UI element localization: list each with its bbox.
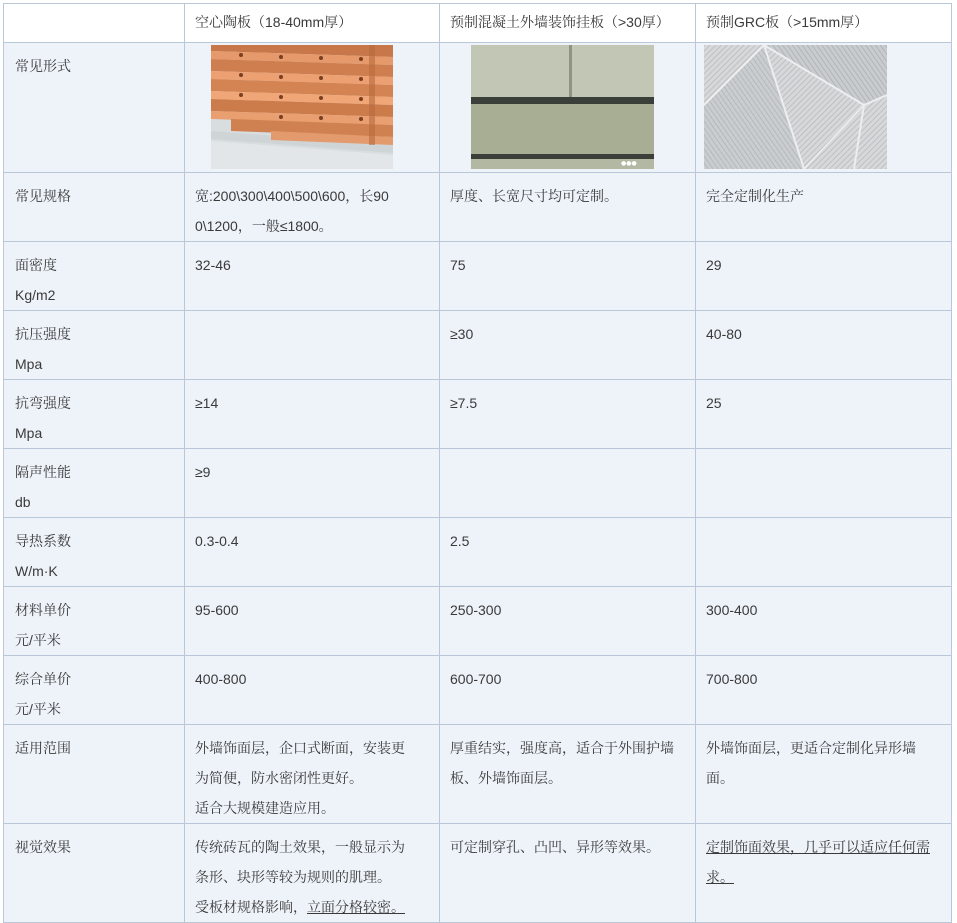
- comparison-table: [3, 3, 952, 923]
- row-label: 综合单价 元/平米: [4, 656, 185, 725]
- row-sound-insulation: [4, 449, 952, 518]
- grc-panel-photo: [704, 45, 887, 169]
- row-material-price: [4, 587, 952, 656]
- table-cell: 2.5: [440, 518, 696, 587]
- image-cell: [696, 43, 952, 173]
- row-label: 面密度 Kg/m2: [4, 242, 185, 311]
- table-cell: 25: [696, 380, 952, 449]
- header-row: [4, 4, 952, 43]
- table-cell: ≥14: [185, 380, 440, 449]
- table-cell: 完全定制化生产: [696, 173, 952, 242]
- row-label: 视觉效果: [4, 824, 185, 923]
- svg-text:●●●: ●●●: [621, 160, 637, 167]
- table-cell: [696, 518, 952, 587]
- row-application-scope: [4, 725, 952, 824]
- table-cell: 32-46: [185, 242, 440, 311]
- table-cell: ≥7.5: [440, 380, 696, 449]
- table-cell: 600-700: [440, 656, 696, 725]
- row-label: 抗压强度 Mpa: [4, 311, 185, 380]
- table-cell: ≥30: [440, 311, 696, 380]
- table-cell: 40-80: [696, 311, 952, 380]
- header-precast-concrete: 预制混凝土外墙装饰挂板（>30厚）: [440, 4, 696, 43]
- row-label: 常见规格: [4, 173, 185, 242]
- table-cell: 宽:200\300\400\500\600，长90 0\1200，一般≤1800。: [185, 173, 440, 242]
- row-label: 导热系数 W/m·K: [4, 518, 185, 587]
- table-cell: 95-600: [185, 587, 440, 656]
- table-cell: 外墙饰面层，企口式断面，安装更 为简便，防水密闭性更好。 适合大规模建造应用。: [185, 725, 440, 824]
- header-corner: [4, 4, 185, 43]
- row-label: 抗弯强度 Mpa: [4, 380, 185, 449]
- row-areal-density: [4, 242, 952, 311]
- table-cell: 定制饰面效果，几乎可以适应任何需 求。: [696, 824, 952, 923]
- header-hollow-terracotta: 空心陶板（18-40mm厚）: [185, 4, 440, 43]
- table-cell: 0.3-0.4: [185, 518, 440, 587]
- table-cell: 250-300: [440, 587, 696, 656]
- table-cell: 厚度、长宽尺寸均可定制。: [440, 173, 696, 242]
- table-cell: 700-800: [696, 656, 952, 725]
- row-common-form: [4, 43, 952, 173]
- header-precast-grc: 预制GRC板（>15mm厚）: [696, 4, 952, 43]
- table-cell: [696, 449, 952, 518]
- row-thermal-conductivity: [4, 518, 952, 587]
- row-total-price: [4, 656, 952, 725]
- table-cell: 300-400: [696, 587, 952, 656]
- table-cell: 外墙饰面层，更适合定制化异形墙 面。: [696, 725, 952, 824]
- table-cell: 可定制穿孔、凸凹、异形等效果。: [440, 824, 696, 923]
- table-cell: [185, 311, 440, 380]
- table-cell: 厚重结实，强度高，适合于外围护墙 板、外墙饰面层。: [440, 725, 696, 824]
- row-label: 隔声性能 db: [4, 449, 185, 518]
- table-cell: 75: [440, 242, 696, 311]
- table-cell: [440, 449, 696, 518]
- image-cell: [440, 43, 696, 173]
- table-cell: 400-800: [185, 656, 440, 725]
- concrete-panel-photo: [471, 45, 654, 169]
- row-label: 适用范围: [4, 725, 185, 824]
- row-compressive-strength: [4, 311, 952, 380]
- table-cell: 传统砖瓦的陶土效果，一般显示为 条形、块形等较为规则的肌理。 受板材规格影响，立面分格较密。: [185, 824, 440, 923]
- terracotta-panel-photo: [211, 45, 393, 169]
- row-common-spec: [4, 173, 952, 242]
- row-flexural-strength: [4, 380, 952, 449]
- row-visual-effect: [4, 824, 952, 923]
- table-cell: ≥9: [185, 449, 440, 518]
- table-cell: 29: [696, 242, 952, 311]
- row-label: 常见形式: [4, 43, 185, 173]
- row-label: 材料单价 元/平米: [4, 587, 185, 656]
- image-cell: [185, 43, 440, 173]
